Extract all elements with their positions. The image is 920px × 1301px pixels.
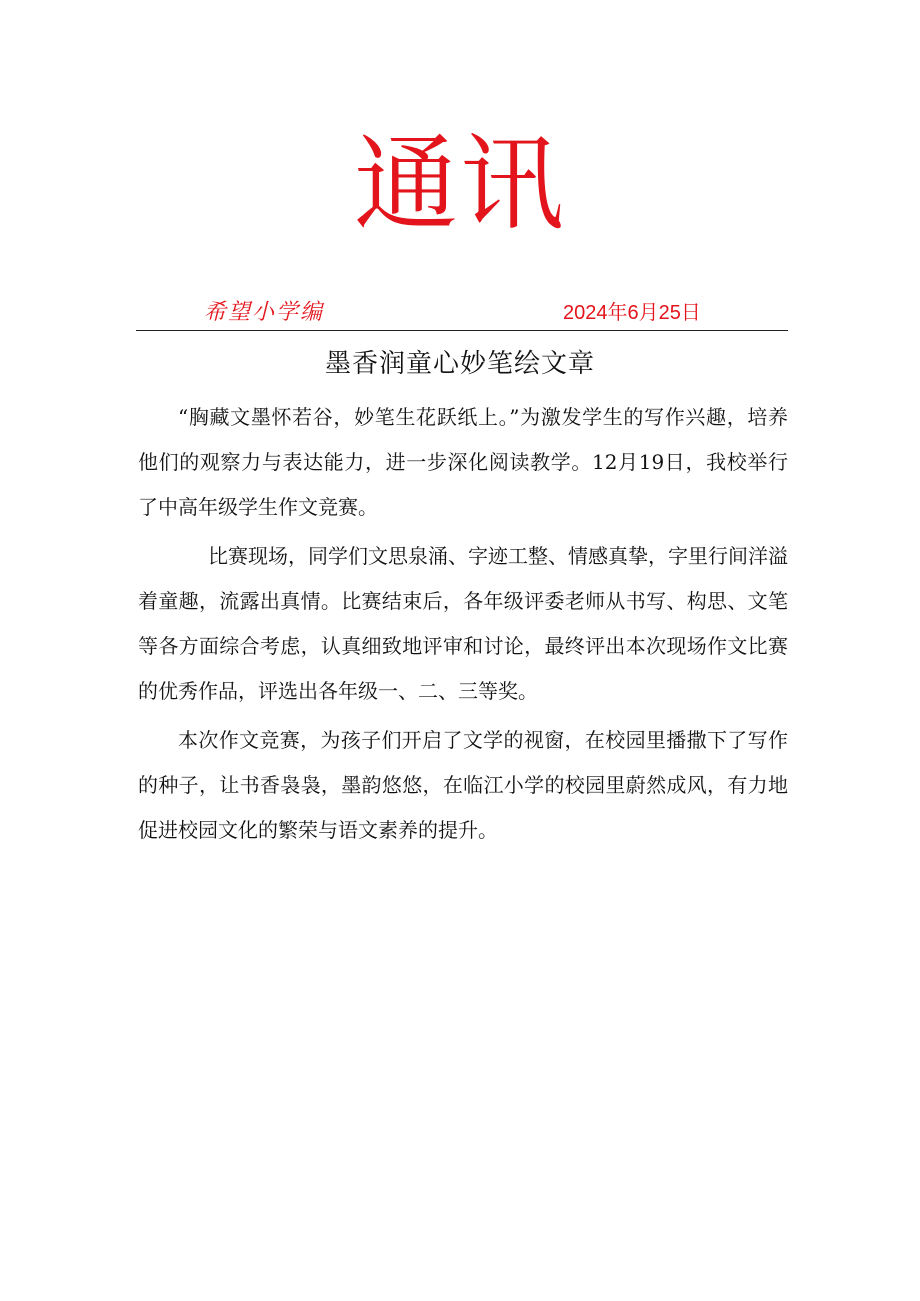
article-paragraph-2: 比赛现场，同学们文思泉涌、字迹工整、情感真挚，字里行间洋溢着童趣，流露出真情。比赛结束后，各年级评委老师从书写、构思、文笔等各方面综合考虑，认真细致地评审和讨论，最终评出本次现场作文比赛的优秀作品，评选出各年级一、二、三等奖。 bbox=[138, 544, 788, 703]
article-paragraph-1: “胸藏文墨怀若谷，妙笔生花跃纸上。”为激发学生的写作兴趣，培养他们的观察力与表达能力，进一步深化阅读教学。12月19日，我校举行了中高年级学生作文竞赛。 bbox=[138, 405, 788, 519]
article-title: 墨香润童心妙笔绘文章 bbox=[324, 349, 595, 379]
header-divider bbox=[136, 330, 788, 331]
publisher-label: 希望小学编 bbox=[204, 300, 325, 325]
article-body bbox=[138, 395, 788, 857]
publication-date: 2024年6月25日 bbox=[563, 302, 701, 324]
article-paragraph-3: 本次作文竞赛，为孩子们开启了文学的视窗，在校园里播撒下了写作的种子，让书香袅袅，墨韵悠悠，在临江小学的校园里蔚然成风，有力地促进校园文化的繁荣与语文素养的提升。 bbox=[138, 728, 788, 842]
meta-row bbox=[136, 298, 788, 330]
masthead-title: 通讯 bbox=[353, 123, 566, 245]
